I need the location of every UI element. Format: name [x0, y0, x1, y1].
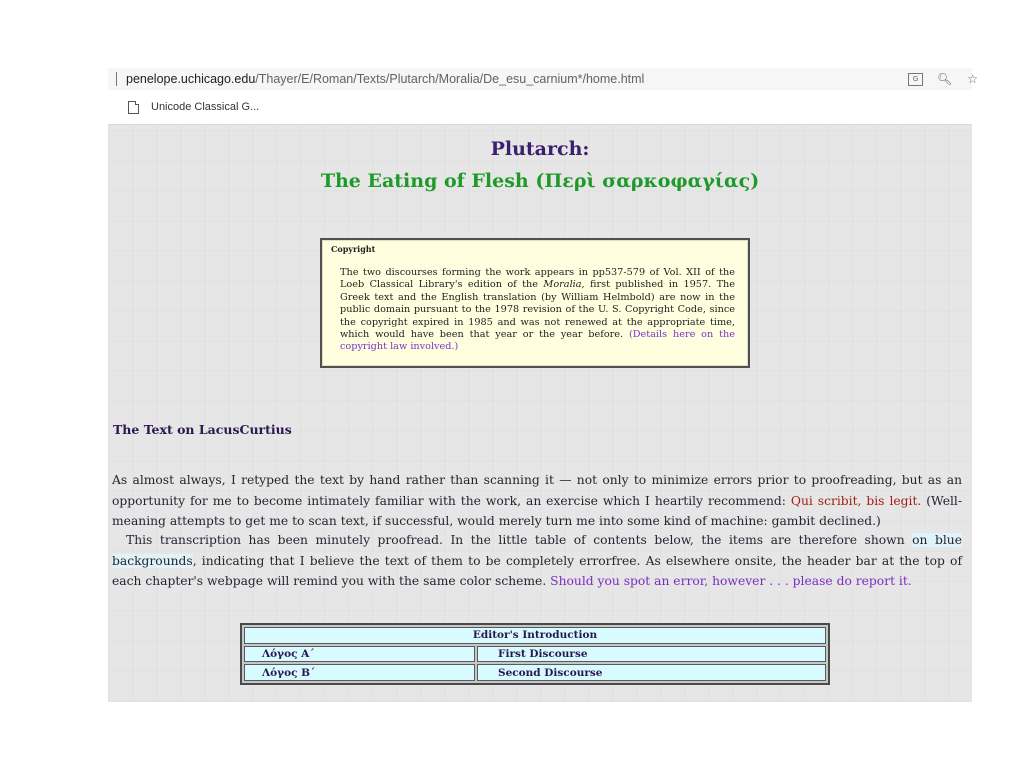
paragraph-text: As almost always, I retyped the text by hand rather than scanning it — not only to minimize errors prior to proofreading, but as an opportunity for me to become intimately familiar with the work, an exercise which I heartily recommend:	[112, 473, 962, 508]
section-heading: The Text on LacusCurtius	[113, 422, 292, 437]
browser-window	[108, 68, 978, 702]
url-host: penelope.uchicago.edu	[126, 72, 256, 86]
copyright-text	[340, 267, 735, 354]
toc-discourse-1[interactable]: First Discourse	[477, 646, 826, 663]
translate-icon[interactable]: G	[908, 73, 923, 86]
toc-discourse-2[interactable]: Second Discourse	[477, 664, 826, 681]
latin-quote: Qui scribit, bis legit.	[790, 493, 922, 508]
table-row	[244, 646, 826, 663]
toc-greek-1[interactable]: Λόγος Α´	[244, 646, 475, 663]
divider	[116, 72, 117, 86]
bookmarks-bar	[108, 90, 972, 125]
copyright-text-part: , first published in 1957. The Greek text and the English translation (by William Helmbold) are now in the public domain pursuant to the 1978 revision of the U. S. Copyright Code, since the copyright expired in 1985 and was not renewed at the appropriate time, which would have been that year or the year before.	[340, 279, 736, 341]
paragraph-text: This transcription has been minutely proofread. In the little table of contents below, the items are therefore shown	[126, 533, 913, 547]
table-row	[244, 664, 826, 681]
page-icon	[128, 101, 139, 114]
zoom-icon[interactable]: 🔍︎	[937, 72, 953, 86]
toc-intro-row	[244, 627, 826, 644]
report-error-link[interactable]: Should you spot an error, however . . . please do report it.	[550, 574, 912, 588]
paragraph-retyped	[112, 470, 962, 532]
work-title: The Eating of Flesh (Περὶ σαρκοφαγίας)	[320, 170, 760, 192]
paragraph-text: , indicating that I believe the text of them to be completely errorfree. As elsewhere onsite, the header bar at the top of each chapter's webpage will remind you with the same color scheme.	[112, 553, 962, 588]
copyright-text-part: The two discourses forming the work appears in pp537‑579 of Vol. XII of the Loeb Classical Library's edition of the	[340, 267, 735, 291]
bookmark-item[interactable]	[128, 101, 259, 114]
bookmark-label: Unicode Classical G...	[151, 101, 260, 113]
copyright-details-link[interactable]: (Details here on the copyright law involved.)	[340, 329, 735, 353]
copyright-label: Copyright	[331, 244, 376, 254]
table-of-contents	[240, 623, 830, 685]
address-bar[interactable]	[108, 68, 978, 90]
toc-intro-link[interactable]: Editor's Introduction	[244, 627, 826, 644]
page-content	[108, 125, 972, 702]
address-bar-icons	[908, 68, 978, 90]
copyright-box	[320, 238, 750, 368]
author-heading: Plutarch:	[490, 138, 590, 160]
star-icon[interactable]: ☆	[967, 72, 978, 86]
url-text[interactable]	[126, 72, 644, 86]
paragraph-proofread	[112, 530, 962, 592]
blue-highlight: on blue backgrounds	[112, 533, 963, 568]
paragraph-text: (Well-meaning attempts to get me to scan text, if successful, would merely turn me into some kind of machine: gambit declined.)	[112, 493, 962, 528]
url-path: /Thayer/E/Roman/Texts/Plutarch/Moralia/De_esu_carnium*/home.html	[255, 72, 645, 86]
toc-greek-2[interactable]: Λόγος Β´	[244, 664, 475, 681]
moralia-italic: Moralia	[543, 279, 582, 291]
